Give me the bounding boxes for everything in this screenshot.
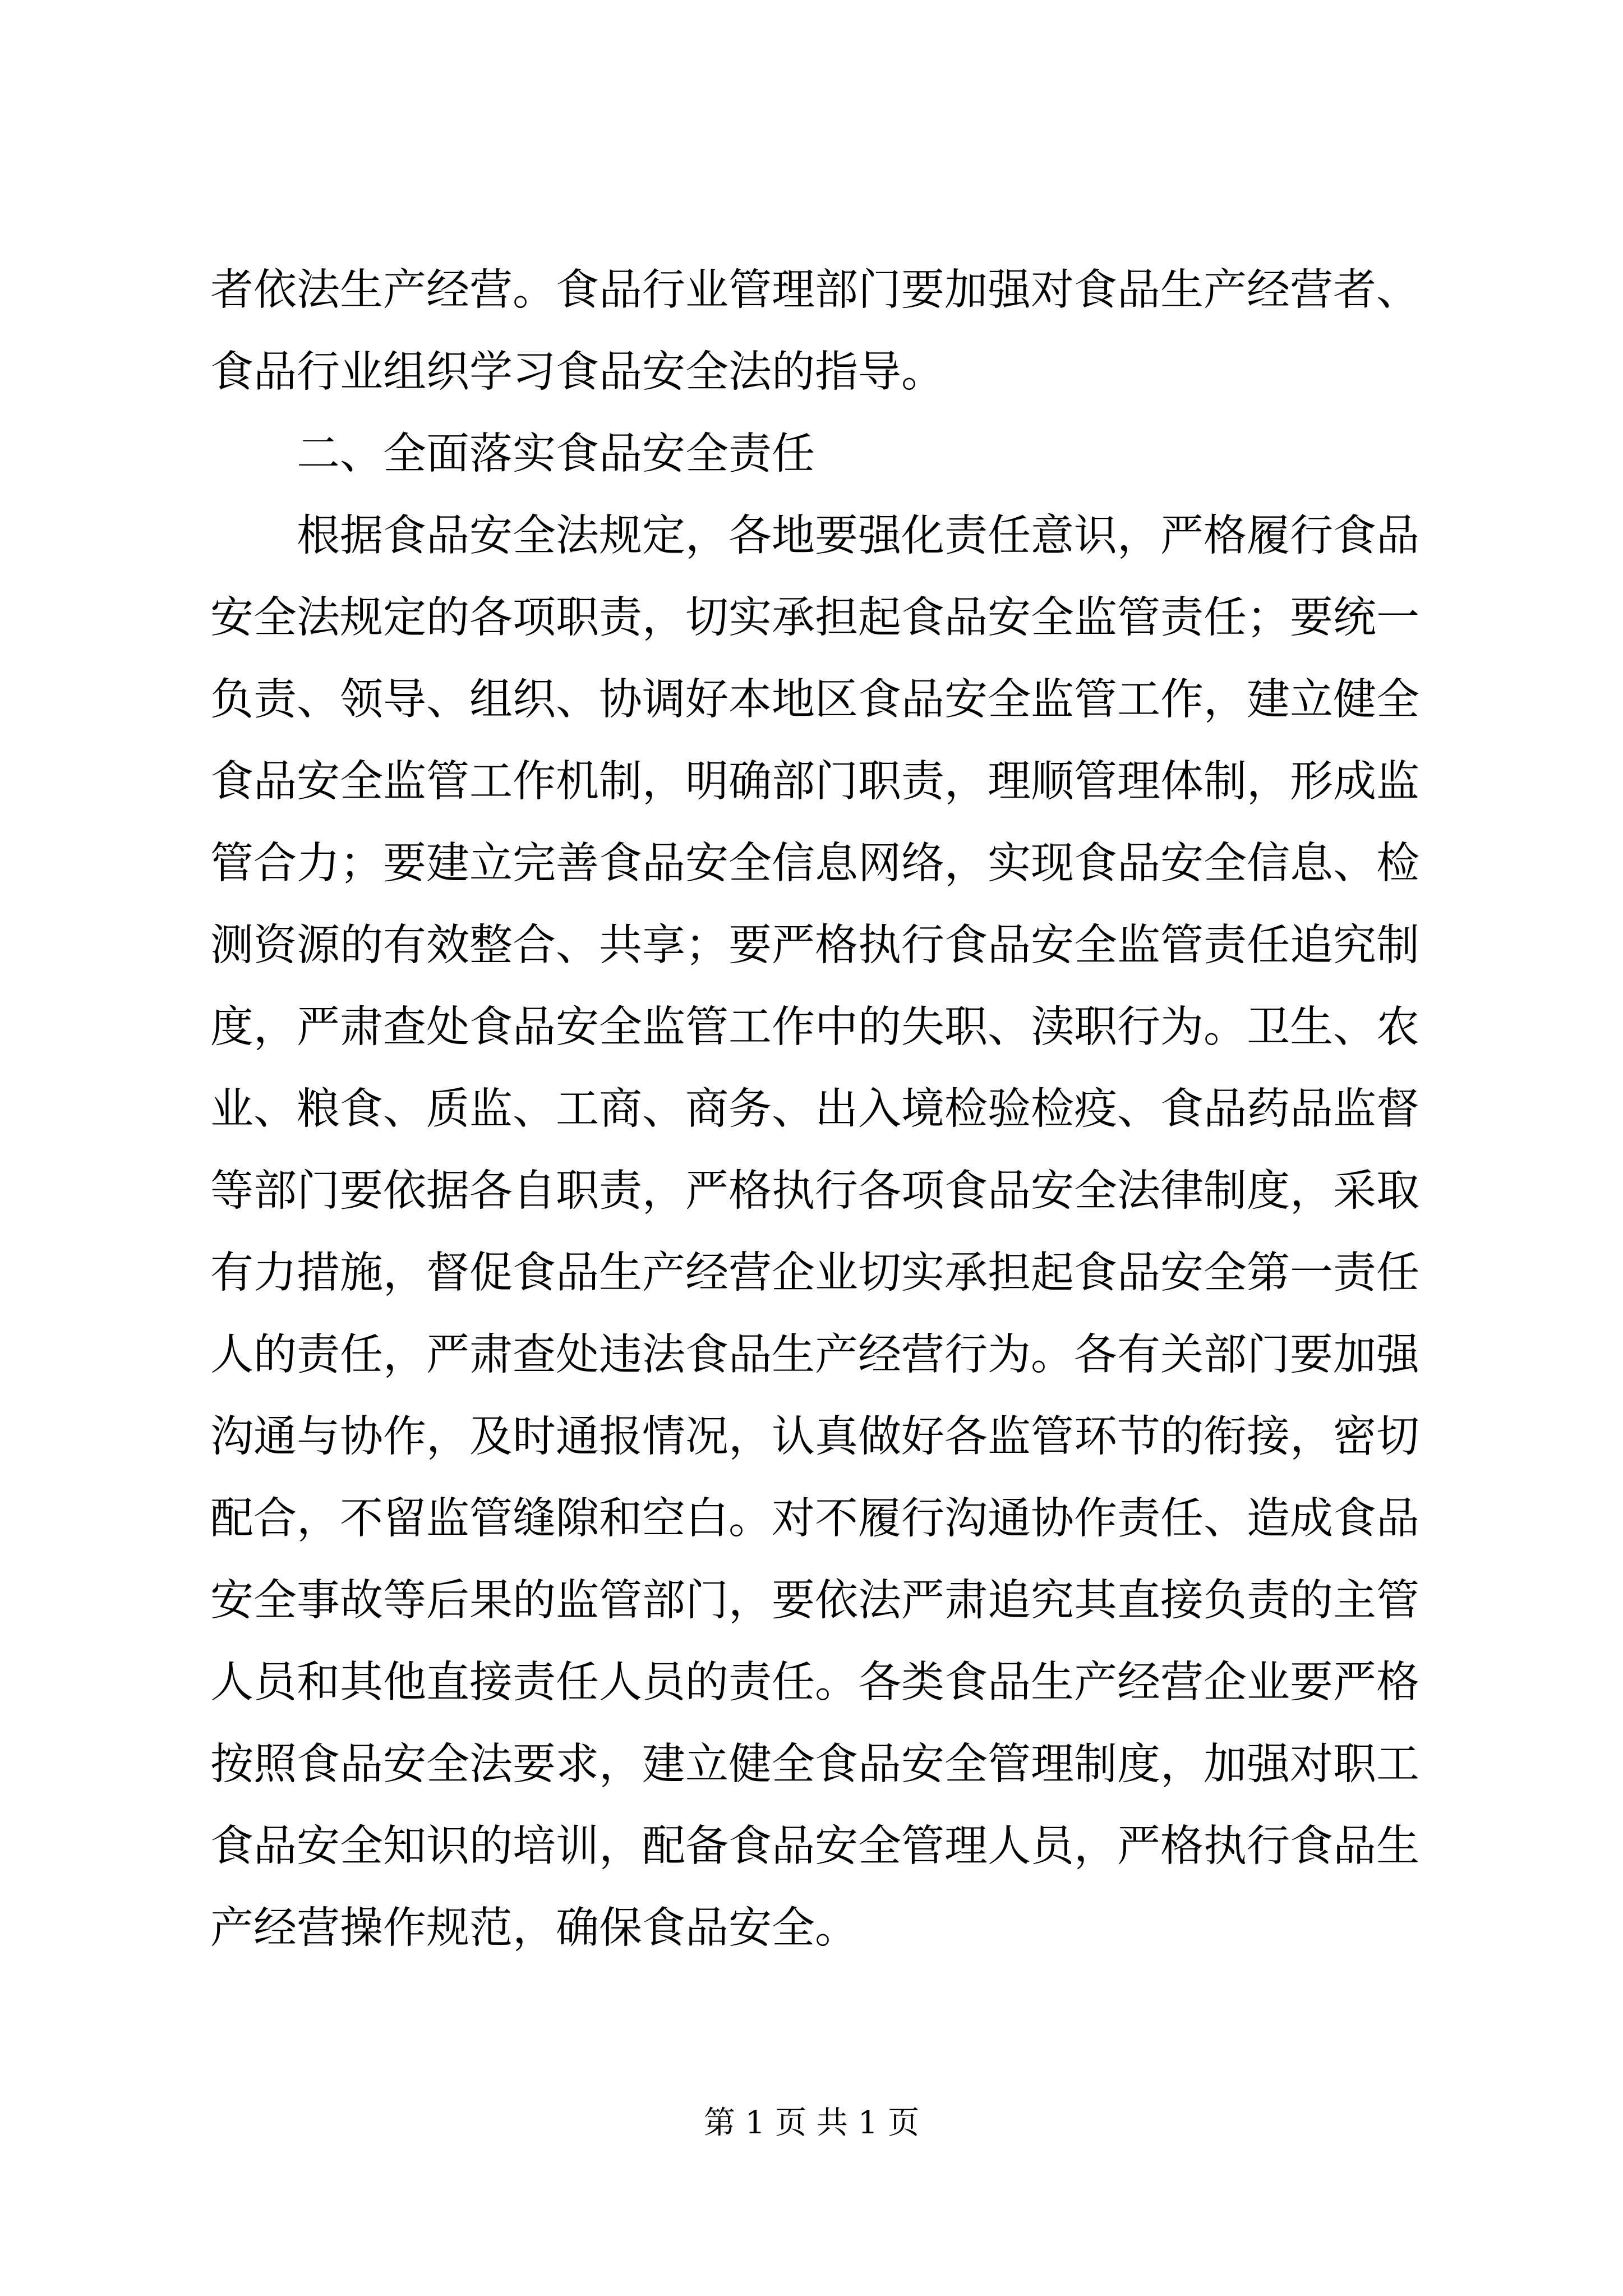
paragraph-line: 安全法规定的各项职责，切实承担起食品安全监管责任；要统一 — [210, 593, 1419, 643]
text-line: 食品行业组织学习食品安全法的指导。 — [210, 347, 944, 397]
document-body — [210, 250, 1419, 1970]
paragraph-line: 人的责任，严肃查处违法食品生产经营行为。各有关部门要加强 — [210, 1330, 1419, 1380]
paragraph-line: 食品安全监管工作机制，明确部门职责，理顺管理体制，形成监 — [210, 757, 1419, 807]
paragraph-line: 管合力；要建立完善食品安全信息网络，实现食品安全信息、检 — [210, 839, 1419, 889]
page-footer: 第 1 页 共 1 页 — [703, 2105, 920, 2141]
paragraph-line: 根据食品安全法规定，各地要强化责任意识，严格履行食品 — [297, 511, 1419, 561]
paragraph-line: 有力措施，督促食品生产经营企业切实承担起食品安全第一责任 — [210, 1248, 1419, 1298]
paragraph-line: 按照食品安全法要求，建立健全食品安全管理制度，加强对职工 — [210, 1740, 1419, 1789]
paragraph-line: 沟通与协作，及时通报情况，认真做好各监管环节的衔接，密切 — [210, 1412, 1419, 1462]
section-heading: 二、全面落实食品安全责任 — [297, 429, 815, 479]
paragraph-line: 产经营操作规范，确保食品安全。 — [210, 1903, 858, 1953]
paragraph-line: 等部门要依据各自职责，严格执行各项食品安全法律制度，采取 — [210, 1166, 1419, 1216]
paragraph-line: 业、粮食、质监、工商、商务、出入境检验检疫、食品药品监督 — [210, 1084, 1419, 1134]
paragraph-line: 食品安全知识的培训，配备食品安全管理人员，严格执行食品生 — [210, 1821, 1419, 1871]
paragraph-line: 安全事故等后果的监管部门，要依法严肃追究其直接负责的主管 — [210, 1576, 1419, 1626]
paragraph-line: 配合，不留监管缝隙和空白。对不履行沟通协作责任、造成食品 — [210, 1494, 1419, 1544]
paragraph-line: 测资源的有效整合、共享；要严格执行食品安全监管责任追究制 — [210, 921, 1419, 970]
paragraph-line: 度，严肃查处食品安全监管工作中的失职、渎职行为。卫生、农 — [210, 1002, 1419, 1052]
text-line: 者依法生产经营。食品行业管理部门要加强对食品生产经营者、 — [210, 265, 1419, 315]
paragraph-line: 人员和其他直接责任人员的责任。各类食品生产经营企业要严格 — [210, 1658, 1419, 1708]
paragraph-line: 负责、领导、组织、协调好本地区食品安全监管工作，建立健全 — [210, 675, 1419, 725]
